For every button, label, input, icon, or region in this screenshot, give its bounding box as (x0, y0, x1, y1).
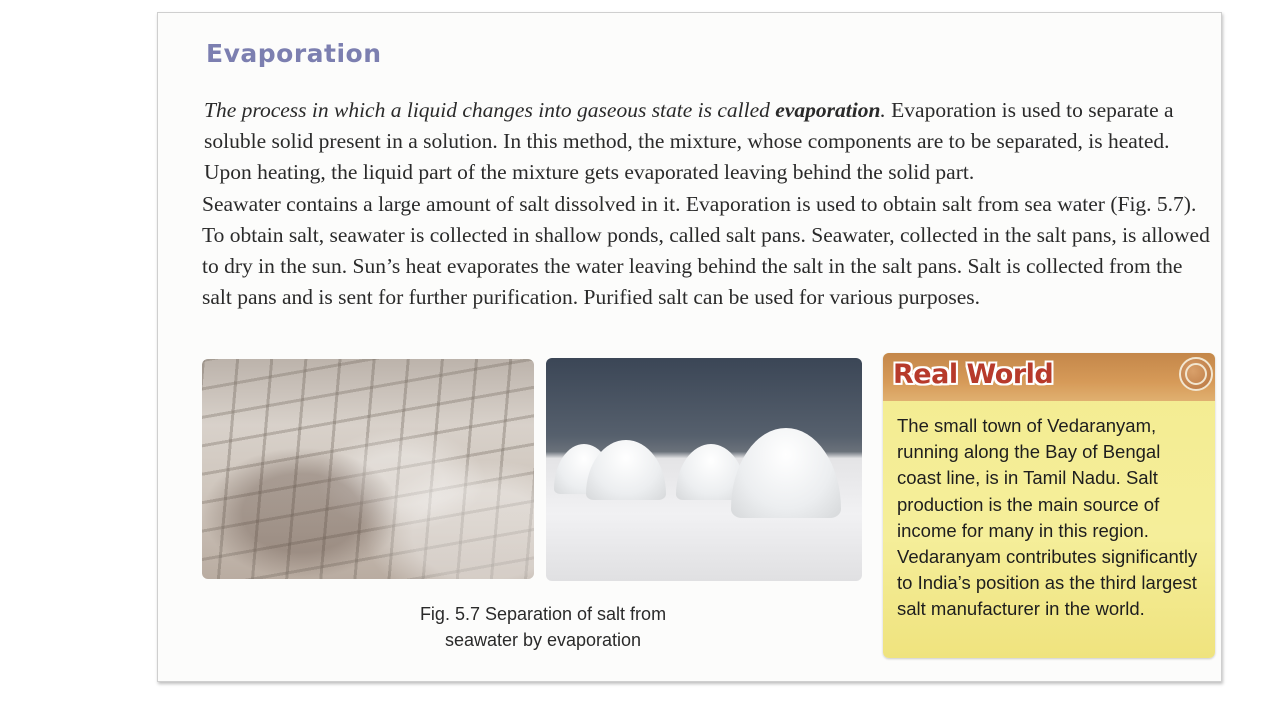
paragraph-definition (204, 95, 1216, 188)
real-world-header (883, 353, 1215, 401)
salt-pans-photo (202, 359, 534, 579)
figure-caption (378, 601, 708, 653)
paragraph1-rest: Evaporation is used to separate a soluble solid present in a solution. In this method, the mixture, whose components are to be separated, is heated. Upon heating, the liquid part of the mixture gets evaporated leaving behind the solid part. (204, 98, 1174, 184)
section-heading: Evaporation (206, 39, 382, 68)
paragraph-seawater: Seawater contains a large amount of salt dissolved in it. Evaporation is used to obtain salt from sea water (Fig. 5.7). To obtain salt, seawater is collected in shallow ponds, called salt pans. Seawater, collected in the salt pans, is allowed to dry in the sun. Sun’s heat evaporates the water leaving behind the salt in the salt pans. Salt is collected from the salt pans and is sent for further purification. Purified salt can be used for various purposes. (202, 192, 1210, 309)
definition-end: . (880, 98, 886, 122)
salt-heaps-photo (546, 358, 862, 581)
real-world-text: The small town of Vedaranyam, running along the Bay of Bengal coast line, is in Tamil Nadu. Salt production is the main source of income for many in this region. Vedaranyam contributes significantly to India’s position as the third largest salt manufacturer in the world. (897, 415, 1198, 620)
textbook-page (157, 12, 1222, 682)
real-world-box (883, 353, 1215, 658)
salt-mound (731, 428, 841, 518)
caption-line-2: seawater by evaporation (444, 630, 642, 650)
definition-term: evaporation (775, 98, 881, 122)
definition-text: The process in which a liquid changes into gaseous state is called (204, 98, 770, 122)
caption-line-1: Fig. 5.7 Separation of salt from (419, 604, 667, 624)
globe-icon (1179, 357, 1213, 391)
real-world-title: Real World (893, 359, 1054, 390)
